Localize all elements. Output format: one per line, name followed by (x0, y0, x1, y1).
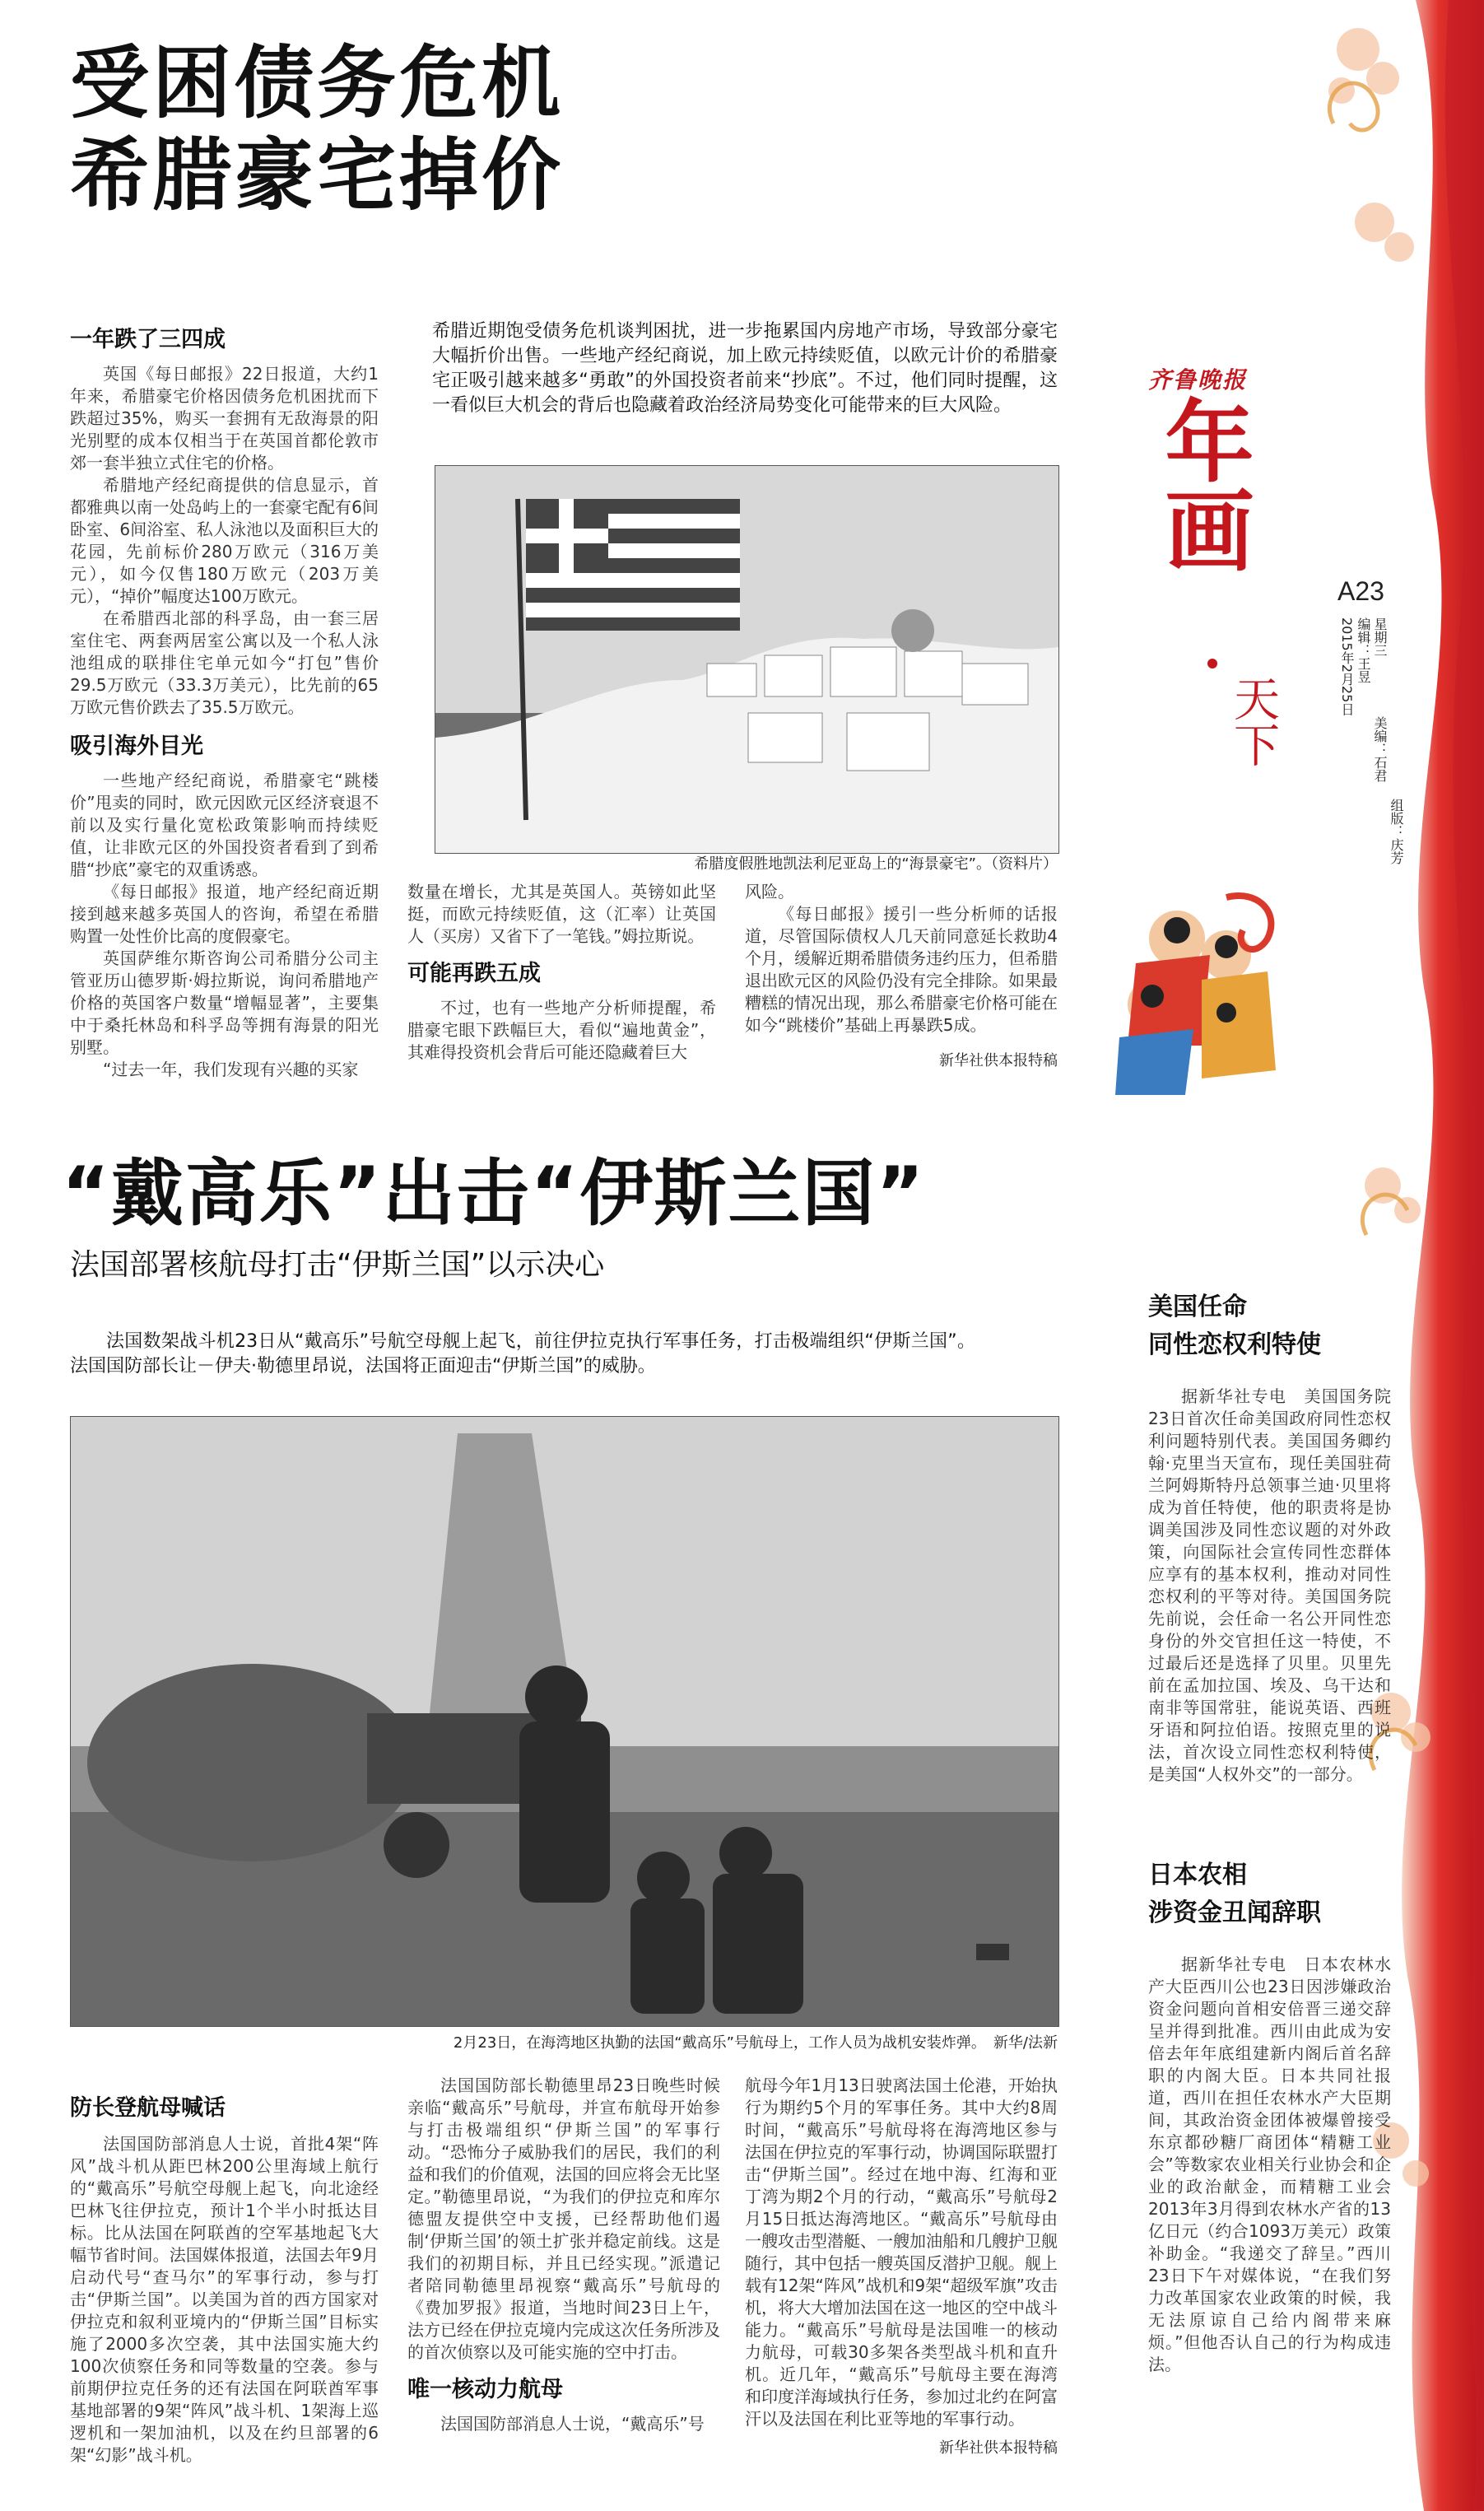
paragraph: 《每日邮报》报道，地产经纪商近期接到越来越多英国人的咨询，希望在希腊购置一处性价比高的度假豪宅。 (70, 882, 379, 946)
date: 2015年2月25日 (1339, 617, 1355, 716)
subhead: 可能再跌五成 (407, 961, 541, 986)
paragraph: 英国萨维尔斯咨询公司希腊分公司主管亚历山德罗斯·姆拉斯说，询问希腊地产价格的英国客户数量“增幅显著”，主要集中于桑托林岛和科孚岛等拥有海景的阳光别墅。 (70, 948, 379, 1057)
carrier-photo (70, 1416, 1059, 2027)
carrier-photo-caption: 2月23日，在海湾地区执勤的法国“戴高乐”号航母上，工作人员为战机安装炸弹。 新华/法新 (453, 2034, 1058, 2052)
paragraph: 法国国防部消息人士说，首批4架“阵风”战斗机从距巴林200公里海域上航行的“戴高乐”号航空母舰上起飞，向北途经巴林飞往伊拉克，预计1个半小时抵达目标。比从法国在阿联酋的空军基地起飞大幅节省时间。法国媒体报道，法国去年9月启动代号“查马尔”的军事行动，参与打击“伊斯兰国”。以美国为首的西方国家对伊拉克和叙利亚境内的“伊斯兰国”目标实施了2000多次空袭，其中法国实施大约100次侦察任务和同等数量的空袭。参与前期伊拉克任务的还有法国在阿联酋军事基地部署的9架“阵风”战斗机、1架海上巡逻机和一架加油机，以及在约旦部署的6架“幻影”战斗机。 (70, 2134, 379, 2465)
section-subtitle: 天下 (1226, 675, 1280, 767)
subhead: 吸引海外目光 (70, 734, 203, 759)
paragraph: 法国国防部长勒德里昂23日晚些时候亲临“戴高乐”号航母，并宣布航母开始参与打击极端组织“伊斯兰国”的军事行动。“恐怖分子威胁我们的居民，我们的利益和我们的价值观，法国的回应将会无比坚定。”勒德里昂说，“为我们的伊拉克和库尔德盟友提供空中支援，已经帮助他们遏制‘伊斯兰国’的领土扩张并稳定前线。这是我们的初期目标，并且已经实现。”派遣记者陪同勒德里昂视察“戴高乐”号航母的《费加罗报》报道，当地时间23日上午，法方已经在伊拉克境内完成这次任务所涉及的首次侦察以及可能实施的空中打击。 (407, 2075, 720, 2362)
section-dot (1207, 659, 1217, 669)
story1-column-2 (407, 881, 716, 1064)
paragraph: 英国《每日邮报》22日报道，大约1年来，希腊豪宅价格因债务危机困扰而下跌超过35%，购买一套拥有无敌海景的阳光别墅的成本仅相当于在英国首都伦敦市郊一套半独立式住宅的价格。 (70, 364, 379, 473)
paragraph: 风险。 (745, 882, 794, 901)
masthead (1148, 354, 1420, 881)
story1-title-line2: 希腊豪宅掉价 (70, 129, 564, 221)
photo-caption: 希腊度假胜地凯法利尼亚岛上的“海景豪宅”。（资料片） (694, 855, 1058, 873)
story1-column-3 (745, 881, 1058, 1071)
credit: 新华社供本报特稿 (939, 1052, 1058, 1069)
story2-lead: 法国数架战斗机23日从“戴高乐”号航空母舰上起飞，前往伊拉克执行军事任务，打击极端组织“伊斯兰国”。法国国防部长让－伊夫·勒德里昂说，法国将正面迎击“伊斯兰国”的威胁。 (70, 1331, 975, 1377)
paragraph: “过去一年，我们发现有兴趣的买家 (103, 1060, 359, 1079)
story1-headline (70, 37, 811, 221)
paragraph: 法国国防部消息人士说，“戴高乐”号 (440, 2414, 705, 2434)
brief-title: 日本农相 (1148, 1861, 1247, 1889)
brief-title: 涉资金丑闻辞职 (1148, 1898, 1321, 1927)
subhead: 唯一核动力航母 (407, 2377, 563, 2402)
sidebar-brief-1 (1148, 1288, 1395, 1786)
paragraph: 数量在增长，尤其是英国人。英镑如此坚挺，而欧元持续贬值，这（汇率）让英国人（买房）又省下了一笔钱。”姆拉斯说。 (407, 882, 716, 946)
designer: 美编：石君 (1372, 716, 1388, 782)
paper-name-logo: 齐鲁晚报 (1148, 366, 1248, 394)
brief-title: 同性恋权利特使 (1148, 1330, 1321, 1359)
credit: 新华社供本报特稿 (939, 2439, 1058, 2457)
paragraph: 《每日邮报》援引一些分析师的话报道，尽管国际债权人几天前同意延长救助4个月，缓解近期希腊债务违约压力，但希腊退出欧元区的风险仍没有完全排除。如果最糟糕的情况出现，那么希腊豪宅价格可能在如今“跳楼价”基础上再暴跌5成。 (745, 904, 1058, 1035)
story2-column-3 (745, 2075, 1058, 2458)
story1-lead: 希腊近期饱受债务危机谈判困扰，进一步拖累国内房地产市场，导致部分豪宅大幅折价出售。一些地产经纪商说，加上欧元持续贬值，以欧元计价的希腊豪宅正吸引越来越多“勇敢”的外国投资者前来“抄底”。不过，他们同时提醒，这一看似巨大机会的背后也隐藏着政治经济局势变化可能带来的巨大风险。 (432, 321, 1058, 416)
new-year-illustration (1103, 881, 1292, 1103)
story2-column-1 (70, 2079, 379, 2467)
paragraph: 不过，也有一些地产分析师提醒，希腊豪宅眼下跌幅巨大，看似“遍地黄金”，其难得投资机会背后可能还隐藏着巨大 (407, 998, 716, 1062)
paragraph: 希腊地产经纪商提供的信息显示，首都雅典以南一处岛屿上的一套豪宅配有6间卧室、6间浴室、私人泳池以及面积巨大的花园，先前标价280万欧元（316万美元），如今仅售180万欧元（203万美元），“掉价”幅度达100万欧元。 (70, 475, 379, 606)
proof: 组版：庆芳 (1389, 799, 1404, 864)
story1-title-line1: 受困债务危机 (70, 37, 564, 129)
section-title-big: 年画 (1150, 395, 1254, 573)
paragraph: 在希腊西北部的科孚岛，由一套三居室住宅、两套两居室公寓以及一个私人泳池组成的联排住宅单元如今“打包”售价29.5万欧元（33.3万美元），比先前的65万欧元售价跌去了35.5万欧元。 (70, 608, 379, 717)
paragraph: 一些地产经纪商说，希腊豪宅“跳楼价”甩卖的同时，欧元因欧元区经济衰退不前以及实行量化宽松政策影响而持续贬值，让非欧元区的外国投资者看到了到希腊“抄底”豪宅的双重诱惑。 (70, 771, 379, 879)
brief-title: 美国任命 (1148, 1293, 1247, 1321)
story1-column-1 (70, 325, 379, 1081)
story2-headline: “戴高乐”出击“伊斯兰国” (62, 1151, 926, 1236)
brief-body: 据新华社专电 美国国务院23日首次任命美国政府同性恋权利问题特别代表。美国国务卿约翰·克里当天宣布，现任美国驻荷兰阿姆斯特丹总领事兰迪·贝里将成为首任特使，他的职责将是协调美国涉及同性恋议题的对外政策，向国际社会宣传同性恋群体应享有的基本权利，推动对同性恋权利的平等对待。美国国务院先前说，会任命一名公开同性恋身份的外交官担任这一特使，不过最后还是选择了贝里。贝里先前在孟加拉国、埃及、乌干达和南非等国常驻，能说英语、西班牙语和阿拉伯语。按照克里的说法，首次设立同性恋权利特使，是美国“人权外交”的一部分。 (1148, 1386, 1391, 1784)
subhead: 一年跌了三四成 (70, 327, 226, 352)
page-number: A23 (1337, 576, 1384, 606)
story2-subtitle: 法国部署核航母打击“伊斯兰国”以示决心 (70, 1248, 605, 1282)
editor: 编辑：王昱 (1356, 617, 1371, 683)
weekday: 星期三 (1372, 617, 1388, 657)
sidebar-brief-2 (1148, 1856, 1395, 2376)
greek-flag-icon (526, 499, 740, 631)
story2-column-2 (407, 2075, 720, 2435)
santorini-photo (435, 465, 1059, 854)
brief-body: 据新华社专电 日本农林水产大臣西川公也23日因涉嫌政治资金问题向首相安倍晋三递交辞呈并得到批准。西川由此成为安倍去年年底组建新内阁后首名辞职的内阁大臣。日本共同社报道，西川在担任农林水产大臣期间，其政治资金团体被爆曾接受东京都砂糖厂商团体“精糖工业会”等数家农业相关行业协会和企业的政治献金，而精糖工业会2013年3月得到农林水产省的13亿日元（约合1093万美元）政策补助金。“我递交了辞呈。”西川23日下午对媒体说，“在我们努力改革国家农业政策的时候，我无法原谅自己给内阁带来麻烦。”但他否认自己的行为构成违法。 (1148, 1954, 1391, 2374)
paragraph: 航母今年1月13日驶离法国土伦港，开始执行为期约5个月的军事任务。其中大约8周时间，“戴高乐”号航母将在海湾地区参与法国在伊拉克的军事行动，协调国际联盟打击“伊斯兰国”。经过在地中海、红海和亚丁湾为期2个月的行动，“戴高乐”号航母2月15日抵达海湾地区。“戴高乐”号航母由一艘攻击型潜艇、一艘加油船和几艘护卫舰随行，其中包括一艘英国反潜护卫舰。舰上载有12架“阵风”战机和9架“超级军旗”攻击机，将大大增加法国在这一地区的空中战斗能力。“戴高乐”号航母是法国唯一的核动力航母，可载30多架各类型战斗机和直升机。近几年，“戴高乐”号航母主要在海湾和印度洋海域执行任务，参加过北约在阿富汗以及法国在利比亚等地的军事行动。 (745, 2075, 1058, 2429)
subhead: 防长登航母喊话 (70, 2095, 226, 2121)
